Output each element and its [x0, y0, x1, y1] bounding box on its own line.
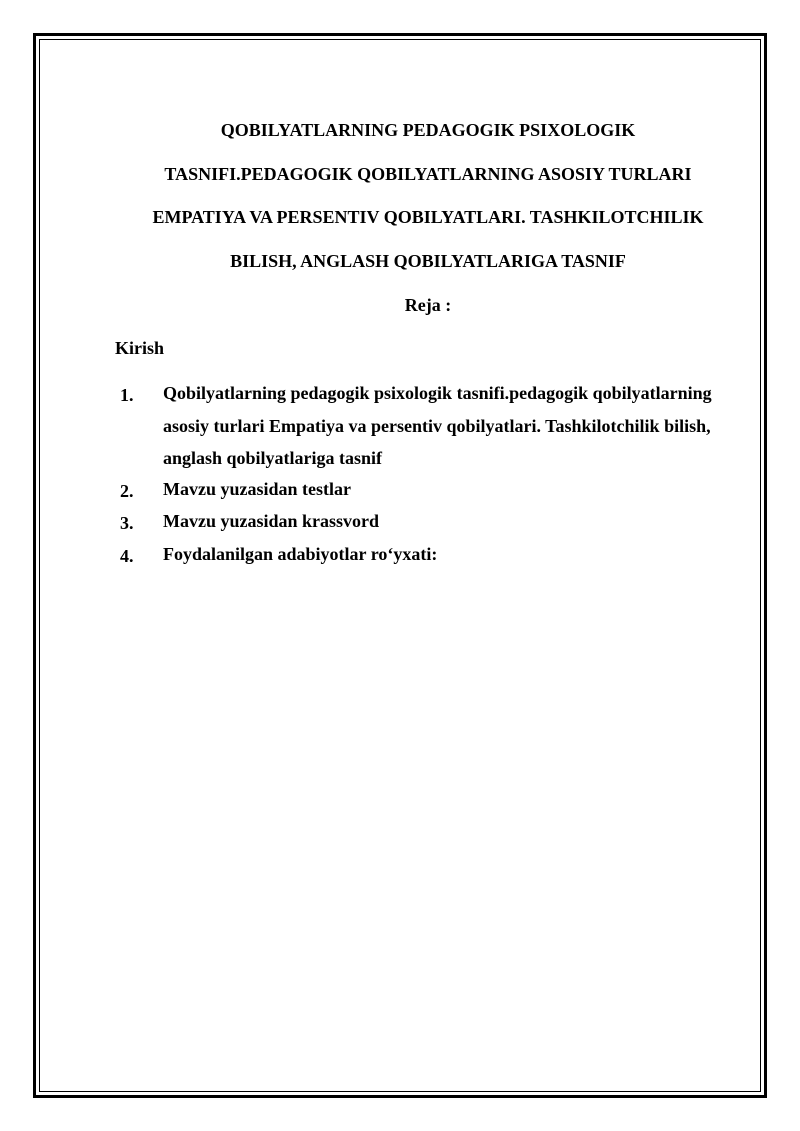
- plan-heading: Reja :: [404, 295, 452, 315]
- plan-item-3: [120, 507, 745, 540]
- title-line-1: QOBILYATLARNING PEDAGOGIK PSIXOLOGIK: [220, 120, 636, 140]
- plan-item-2: [120, 475, 745, 508]
- title-line-4: BILISH, ANGLASH QOBILYATLARIGA TASNIF: [230, 250, 626, 271]
- plan-item-number: 1.: [120, 385, 134, 405]
- plan-item-text: Qobilyatlarning pedagogik psixologik tasnifi.pedagogik qobilyatlarning asosiy turlari Empatiya va persentiv qobilyatlari. Tashkilotchilik bilish, anglash qobilyatlariga tasnif: [163, 383, 712, 468]
- plan-item-text: Mavzu yuzasidan krassvord: [163, 511, 380, 531]
- plan-item-number: 2.: [120, 480, 134, 501]
- intro-label: Kirish: [115, 338, 165, 358]
- plan-item-number: 4.: [120, 545, 134, 566]
- plan-item-1: [120, 379, 745, 475]
- title-line-2: TASNIFI.PEDAGOGIK QOBILYATLARNING ASOSIY TURLARI: [164, 163, 692, 184]
- document-title: [100, 119, 756, 293]
- plan-item-number: 3.: [120, 513, 134, 533]
- title-line-3: EMPATIYA VA PERSENTIV QOBILYATLARI. TASHKILOTCHILIK: [152, 207, 704, 227]
- plan-item-text: Foydalanilgan adabiyotlar ro‘yxati:: [163, 543, 438, 564]
- plan-item-4: [120, 540, 745, 573]
- plan-item-text: Mavzu yuzasidan testlar: [163, 478, 351, 499]
- plan-list: [120, 379, 745, 572]
